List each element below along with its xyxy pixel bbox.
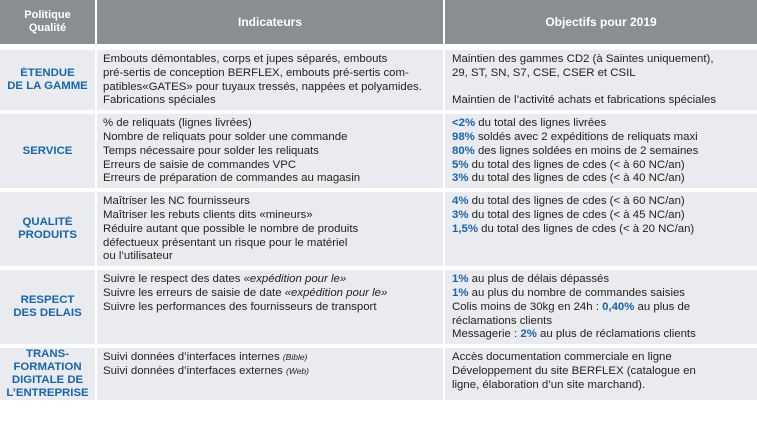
objective-percent: 0,40% bbox=[602, 300, 635, 313]
objective-percent: 80% bbox=[452, 144, 475, 157]
header-objectifs: Objectifs pour 2019 bbox=[444, 0, 757, 44]
objective-line: 80% des lignes soldées en moins de 2 semaines bbox=[452, 144, 699, 157]
objective-percent: 1% bbox=[452, 286, 469, 299]
indicator-line: Suivre le respect des dates «expédition pour le» bbox=[103, 273, 347, 286]
indicators-etendue bbox=[96, 50, 444, 110]
indicator-line: Suivi données d’interfaces externes (Web) bbox=[103, 364, 309, 377]
indicator-line: ou l’utilisateur bbox=[103, 250, 173, 263]
objective-line: 5% du total des lignes de cdes (< à 60 NC/an) bbox=[452, 158, 685, 171]
objective-line: 4% du total des lignes de cdes (< à 60 NC/an) bbox=[452, 195, 685, 208]
objective-line: réclamations clients bbox=[452, 314, 553, 327]
category-transformation-digitale: TRANS- FORMATION DIGITALE DE L’ENTREPRISE bbox=[0, 348, 96, 400]
indicator-line: Suivre les erreurs de saisie de date «expédition pour le» bbox=[103, 286, 388, 299]
objective-line: Colis moins de 30kg en 24h : 0,40% au plus de bbox=[452, 300, 691, 313]
table-row-etendue bbox=[0, 50, 757, 110]
objective-line: 98% soldés avec 2 expéditions de reliquats maxi bbox=[452, 130, 698, 143]
indicator-line: Suivi données d’interfaces internes (Bible) bbox=[103, 351, 308, 364]
indicators-service bbox=[96, 114, 444, 188]
objective-line: 1,5% du total des lignes de cdes (< à 20 NC/an) bbox=[452, 222, 695, 235]
objective-line: 1% au plus du nombre de commandes saisies bbox=[452, 286, 686, 299]
objectives-transformation-digitale bbox=[444, 348, 757, 400]
indicator-line: Nombre de reliquats pour solder une commande bbox=[103, 130, 348, 143]
objective-percent: 1% bbox=[452, 273, 469, 286]
objective-line: Maintien de l’activité achats et fabrications spéciales bbox=[452, 94, 717, 107]
table-row-qualite-produits bbox=[0, 192, 757, 266]
objective-percent: 4% bbox=[452, 195, 469, 208]
table-row-service bbox=[0, 114, 757, 188]
indicator-line: Maîtriser les rebuts clients dits «mineurs» bbox=[103, 208, 313, 221]
indicator-line: Erreurs de préparation de commandes au magasin bbox=[103, 172, 361, 185]
table-row-respect-delais bbox=[0, 270, 757, 344]
indicators-transformation-digitale bbox=[96, 348, 444, 400]
indicator-line: défectueux présentant un risque pour le matériel bbox=[103, 236, 348, 249]
objective-percent: 98% bbox=[452, 130, 475, 143]
indicator-line: pré-sertis de conception BERFLEX, embouts pré-sertis com- bbox=[103, 66, 409, 79]
table-header-row bbox=[0, 0, 757, 44]
objective-percent: 2% bbox=[520, 328, 537, 341]
indicator-line: Erreurs de saisie de commandes VPC bbox=[103, 158, 297, 171]
objectives-etendue bbox=[444, 50, 757, 110]
objectives-qualite-produits bbox=[444, 192, 757, 266]
objective-percent: 1,5% bbox=[452, 222, 478, 235]
category-qualite-produits: QUALITÉ PRODUITS bbox=[0, 192, 96, 266]
objective-line: 3% du total des lignes de cdes (< à 45 NC/an) bbox=[452, 208, 685, 221]
indicator-line: % de reliquats (lignes livrées) bbox=[103, 117, 252, 130]
objective-line: <2% du total des lignes livrées bbox=[452, 117, 607, 130]
category-etendue: ÉTENDUE DE LA GAMME bbox=[0, 50, 96, 110]
objective-line: Développement du site BERFLEX (catalogue en bbox=[452, 364, 696, 377]
category-respect-delais: RESPECT DES DELAIS bbox=[0, 270, 96, 344]
objective-line: Maintien des gammes CD2 (à Saintes uniquement), bbox=[452, 53, 714, 65]
objective-percent: 5% bbox=[452, 158, 469, 171]
objective-line: Accès documentation commerciale en ligne bbox=[452, 351, 672, 364]
objective-line: 1% au plus de délais dépassés bbox=[452, 273, 610, 286]
objectives-service bbox=[444, 114, 757, 188]
category-service: SERVICE bbox=[0, 114, 96, 188]
objective-percent: <2% bbox=[452, 117, 476, 130]
indicators-respect-delais bbox=[96, 270, 444, 344]
objective-line: Messagerie : 2% au plus de réclamations clients bbox=[452, 328, 696, 341]
indicator-line: Maîtriser les NC fournisseurs bbox=[103, 195, 250, 208]
header-indicateurs: Indicateurs bbox=[96, 0, 444, 44]
objective-percent: 3% bbox=[452, 208, 469, 221]
table-row-transformation-digitale bbox=[0, 348, 757, 400]
indicator-line: Réduire autant que possible le nombre de produits bbox=[103, 222, 359, 235]
objective-line: 29, ST, SN, S7, CSE, CSER et CSIL bbox=[452, 66, 636, 79]
objectives-respect-delais bbox=[444, 270, 757, 344]
indicator-line: Suivre les performances des fournisseurs de transport bbox=[103, 300, 377, 313]
indicators-qualite-produits bbox=[96, 192, 444, 266]
objective-line: ligne, élaboration d’un site marchand). bbox=[452, 378, 646, 391]
objective-percent: 3% bbox=[452, 172, 469, 185]
objective-line: 3% du total des lignes de cdes (< à 40 NC/an) bbox=[452, 172, 685, 185]
indicator-line: patibles«GATES» pour tuyaux tressés, nappées et polyamides. bbox=[103, 80, 422, 93]
indicator-line: Temps nécessaire pour solder les reliquats bbox=[103, 144, 319, 157]
header-politique-qualite: Politique Qualité bbox=[0, 0, 96, 44]
indicator-line: Embouts démontables, corps et jupes séparés, embouts bbox=[103, 53, 388, 65]
indicator-line: Fabrications spéciales bbox=[103, 94, 216, 107]
